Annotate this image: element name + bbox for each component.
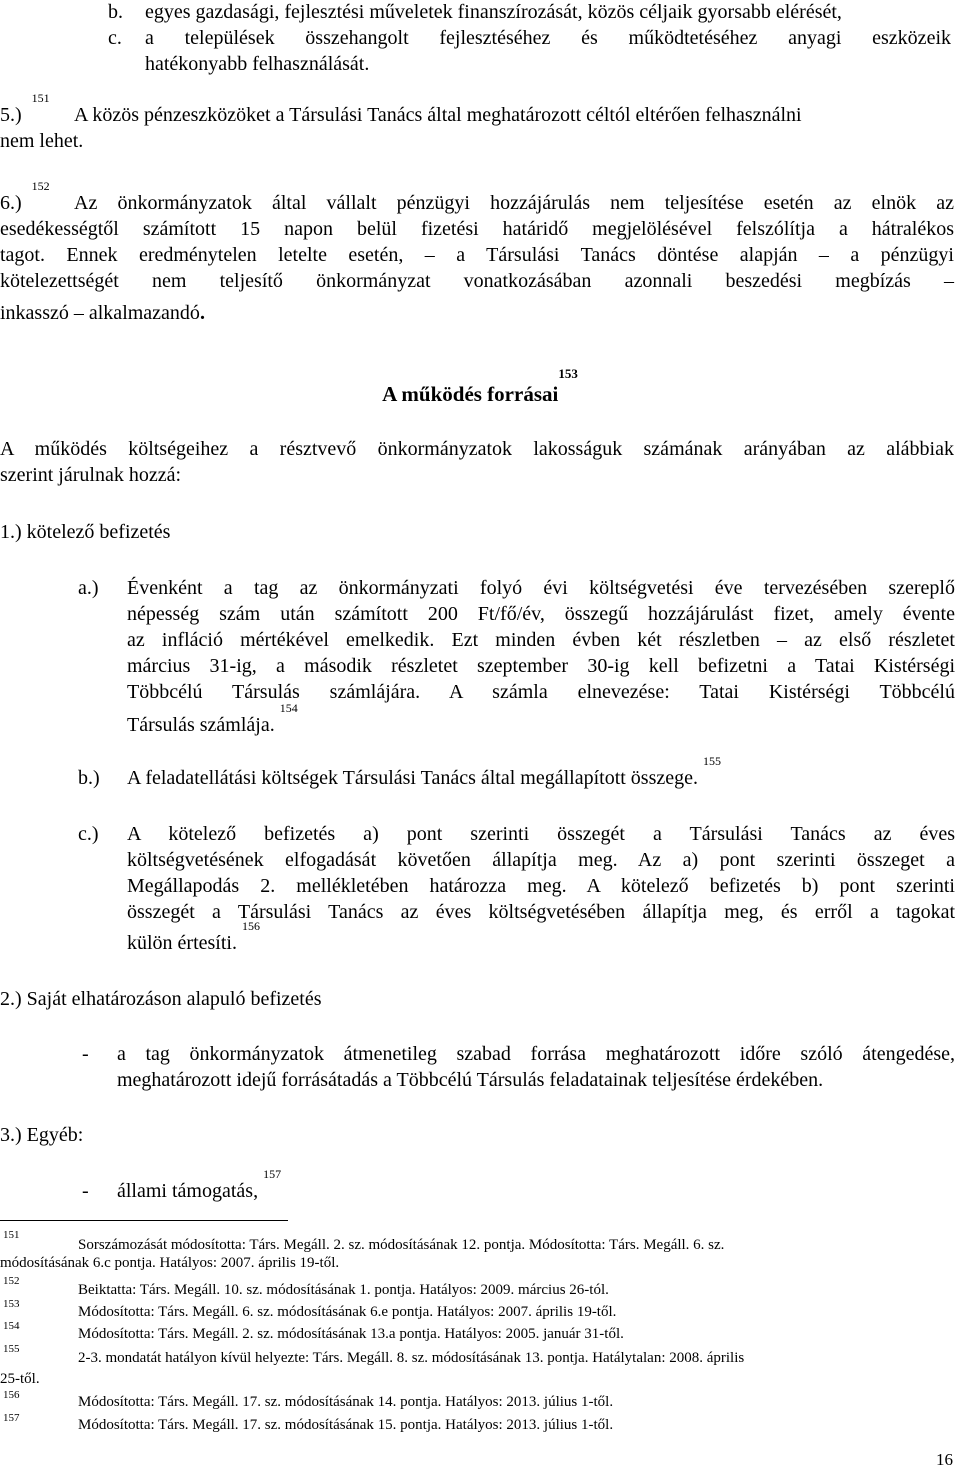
item-1c-line3: Megállapodás 2. mellékletében határozza meg. A kötelező befizetés b) pont szerinti: [127, 875, 955, 897]
item-1a-marker: a.): [78, 577, 99, 599]
footnote-157: Módosította: Társ. Megáll. 17. sz. módosításának 15. pontja. Hatályos: 2013. július 1-től.: [78, 1417, 614, 1433]
paragraph-5-line1: A közös pénzeszközöket a Társulási Tanács által meghatározott céltól eltérően felhasználni: [74, 104, 802, 126]
page-number: 16: [936, 1450, 953, 1469]
footnote-ref-157: 157: [263, 1167, 282, 1181]
item-3-text: állami támogatás, $^{157}$: [117, 1167, 282, 1202]
paragraph-6-line4: kötelezettségét nem teljesítő önkormányzat vonatkozásában azonnali beszedési megbízás –: [0, 270, 954, 292]
list-marker-b: b.: [108, 1, 123, 23]
item-1c-line1: A kötelező befizetés a) pont szerinti összegét a Társulási Tanács az éves: [127, 823, 955, 845]
footnote-number-152: 152: [3, 1275, 20, 1287]
section-intro-line2: szerint járulnak hozzá:: [0, 464, 182, 486]
footnote-155-line1: 2-3. mondatát hatályon kívül helyezte: Társ. Megáll. 8. sz. módosításának 13. pontja. Hatálytalan: 2008. április: [78, 1350, 745, 1366]
item-1c-line4: összegét a Társulási Tanács az éves költségvetésében állapítja meg, és erről a tagokat: [127, 901, 955, 923]
paragraph-6-line2: esedékességtől számított 15 napon belül fizetési határidő megjelölésével felszólítja a hátralékos: [0, 218, 954, 240]
footnote-ref-156: 156: [241, 919, 260, 933]
footnote-151-line1: Sorszámozását módosította: Társ. Megáll. 2. sz. módosításának 12. pontja. Módosította: Társ. Megáll. 6. sz.: [78, 1237, 725, 1253]
section-title: A működés forrásai$^{153}$: [382, 366, 578, 406]
item-2-dash: -: [82, 1043, 89, 1065]
list-item-c-line2: hatékonyabb felhasználását.: [145, 53, 370, 75]
item-1a-line3: az infláció mértékével emelkedik. Ezt minden évben két részletben – az első részletet: [127, 629, 955, 651]
paragraph-5-number: 5.) $^{151}$: [0, 91, 50, 126]
footnote-number-153: 153: [3, 1298, 20, 1310]
footnote-ref-153: 153: [558, 366, 578, 381]
footnote-151-line2: módosításának 6.c pontja. Hatályos: 2007. április 19-től.: [0, 1255, 340, 1271]
footnote-155-line2: 25-től.: [0, 1371, 40, 1387]
list-marker-c: c.: [108, 27, 122, 49]
footnote-ref-154: 154: [279, 701, 298, 715]
item-2-line1: a tag önkormányzatok átmenetileg szabad forrása meghatározott időre szóló átengedése,: [117, 1043, 955, 1065]
footnote-separator: [0, 1220, 288, 1221]
paragraph-6-line5: inkasszó – alkalmazandó.: [0, 302, 205, 324]
item-1a-line4: március 31-ig, a második részletet szeptember 30-ig kell befizetni a Tatai Kistérségi: [127, 655, 955, 677]
item-3-dash: -: [82, 1180, 89, 1202]
paragraph-5-line2: nem lehet.: [0, 130, 84, 152]
footnote-ref-151: 151: [31, 91, 50, 105]
footnote-153: Módosította: Társ. Megáll. 6. sz. módosításának 6.e pontja. Hatályos: 2007. április 19-től.: [78, 1304, 617, 1320]
item-1-heading: 1.) kötelező befizetés: [0, 521, 171, 543]
item-1a-line1: Évenként a tag az önkormányzati folyó évi költségvetési éve tervezésében szereplő: [127, 577, 955, 599]
list-item-b-text: egyes gazdasági, fejlesztési műveletek finanszírozását, közös céljaik gyorsabb elérését,: [145, 1, 842, 23]
item-1b-marker: b.): [78, 767, 100, 789]
section-intro-line1: A működés költségeihez a résztvevő önkormányzatok lakosságuk számának arányában az alábbiak: [0, 438, 954, 460]
footnote-number-157: 157: [3, 1412, 20, 1424]
item-1a-line6: Társulás számlája. $^{154}$: [127, 701, 298, 736]
paragraph-6-number: 6.) $^{152}$: [0, 179, 50, 214]
footnote-156: Módosította: Társ. Megáll. 17. sz. módosításának 14. pontja. Hatályos: 2013. július 1-től.: [78, 1394, 614, 1410]
footnote-number-151: 151: [3, 1229, 20, 1241]
footnote-154: Módosította: Társ. Megáll. 2. sz. módosításának 13.a pontja. Hatályos: 2005. január 31-től.: [78, 1326, 624, 1342]
item-1c-line2: költségvetésének elfogadását követően állapítja meg. Az a) pont szerinti összeget a: [127, 849, 955, 871]
paragraph-6-line3: tagot. Ennek eredménytelen letelte esetén, – a Társulási Tanács döntése alapján – a pénzügyi: [0, 244, 954, 266]
footnote-number-155: 155: [3, 1343, 20, 1355]
footnote-152: Beiktatta: Társ. Megáll. 10. sz. módosításának 1. pontja. Hatályos: 2009. március 26-tól.: [78, 1282, 609, 1298]
item-1b-text: A feladatellátási költségek Társulási Tanács által megállapított összege. $^{155}$: [127, 754, 722, 789]
footnote-number-154: 154: [3, 1320, 20, 1332]
footnote-ref-155: 155: [703, 754, 722, 768]
item-2-line2: meghatározott idejű forrásátadás a Többcélú Társulás feladatainak teljesítése érdekében.: [117, 1069, 824, 1091]
item-3-heading: 3.) Egyéb:: [0, 1124, 84, 1146]
item-1c-line5: külön értesíti. $^{156}$: [127, 919, 260, 954]
item-2-heading: 2.) Saját elhatározáson alapuló befizetés: [0, 988, 322, 1010]
item-1c-marker: c.): [78, 823, 99, 845]
paragraph-6-line1: Az önkormányzatok által vállalt pénzügyi hozzájárulás nem teljesítése esetén az elnök az: [74, 192, 954, 214]
list-item-c-line1: a települések összehangolt fejlesztéséhez és működtetéséhez anyagi eszközeik: [145, 27, 951, 49]
footnote-ref-152: 152: [31, 179, 50, 193]
item-1a-line2: népesség szám után számított 200 Ft/fő/év, összegű hozzájárulást fizet, amely évente: [127, 603, 955, 625]
footnote-number-156: 156: [3, 1389, 20, 1401]
item-1a-line5: Többcélú Társulás számlájára. A számla elnevezése: Tatai Kistérségi Többcélú: [127, 681, 955, 703]
